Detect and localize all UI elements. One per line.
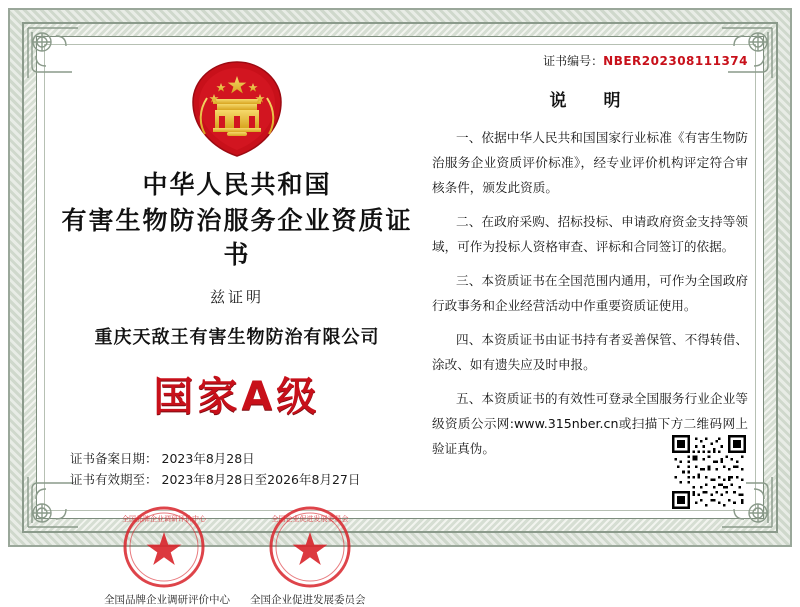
note-item	[432, 209, 748, 259]
seal-group	[52, 504, 422, 607]
notes-title: 说 明	[549, 91, 631, 111]
date-block	[52, 448, 422, 490]
svg-text:全国品牌企业调研评价中心: 全国品牌企业调研评价中心	[122, 515, 206, 523]
note-item	[432, 125, 748, 200]
note-text: 五、本资质证书的有效性可登录全国服务行业企业等级资质公示网:www.315nber.cn或扫描下方二维码网上验证真伪。	[432, 391, 748, 456]
note-text: 二、在政府采购、招标投标、申请政府资金支持等领域，可作为投标人资格审查、评标和合同签订的依据。	[432, 214, 748, 254]
seal-1	[104, 504, 230, 607]
certificate-content	[52, 52, 748, 606]
certificate-number-value: NBER202308111374	[603, 54, 748, 68]
company-name: 重庆天敌王有害生物防治有限公司	[94, 327, 380, 348]
svg-text:全国企业促进发展委员会: 全国企业促进发展委员会	[271, 515, 349, 523]
grade-label: 国家A级	[153, 374, 321, 420]
notes-list	[432, 125, 748, 461]
certificate-right-column	[422, 52, 748, 503]
certificate-title-line2: 有害生物防治服务企业资质证书	[61, 206, 413, 269]
note-text: 三、本资质证书在全国范围内通用，可作为全国政府行政事务和企业经营活动中作重要资质证使用。	[432, 273, 748, 313]
seal-2-caption: 全国企业促进发展委员会	[250, 594, 366, 606]
certificate-number-label: 证书编号：	[543, 54, 604, 68]
note-item	[432, 327, 748, 377]
national-emblem-icon	[183, 58, 291, 162]
qr-code	[672, 435, 746, 509]
official-seal-icon	[267, 504, 353, 590]
seal-2	[250, 504, 366, 607]
valid-date-row	[70, 469, 422, 490]
zi-zheng-ming-label: 兹证明	[209, 288, 264, 306]
certificate-number	[543, 52, 748, 69]
note-item	[432, 268, 748, 318]
official-seal-icon	[121, 504, 207, 590]
valid-date-value: 2023年8月28日至2026年8月27日	[161, 472, 361, 487]
valid-date-label: 证书有效期至：	[70, 472, 158, 487]
record-date-value: 2023年8月28日	[161, 451, 255, 466]
record-date-row	[70, 448, 422, 469]
seal-1-caption: 全国品牌企业调研评价中心	[104, 594, 230, 606]
certificate-title-line1: 中华人民共和国	[142, 170, 332, 199]
note-text: 一、依据中华人民共和国国家行业标准《有害生物防治服务企业资质评价标准》，经专业评价机构评定符合审核条件，颁发此资质。	[432, 130, 748, 195]
record-date-label: 证书备案日期：	[70, 451, 158, 466]
certificate-left-column	[52, 52, 422, 606]
note-text: 四、本资质证书由证书持有者妥善保管、不得转借、涂改、如有遗失应及时申报。	[432, 332, 748, 372]
